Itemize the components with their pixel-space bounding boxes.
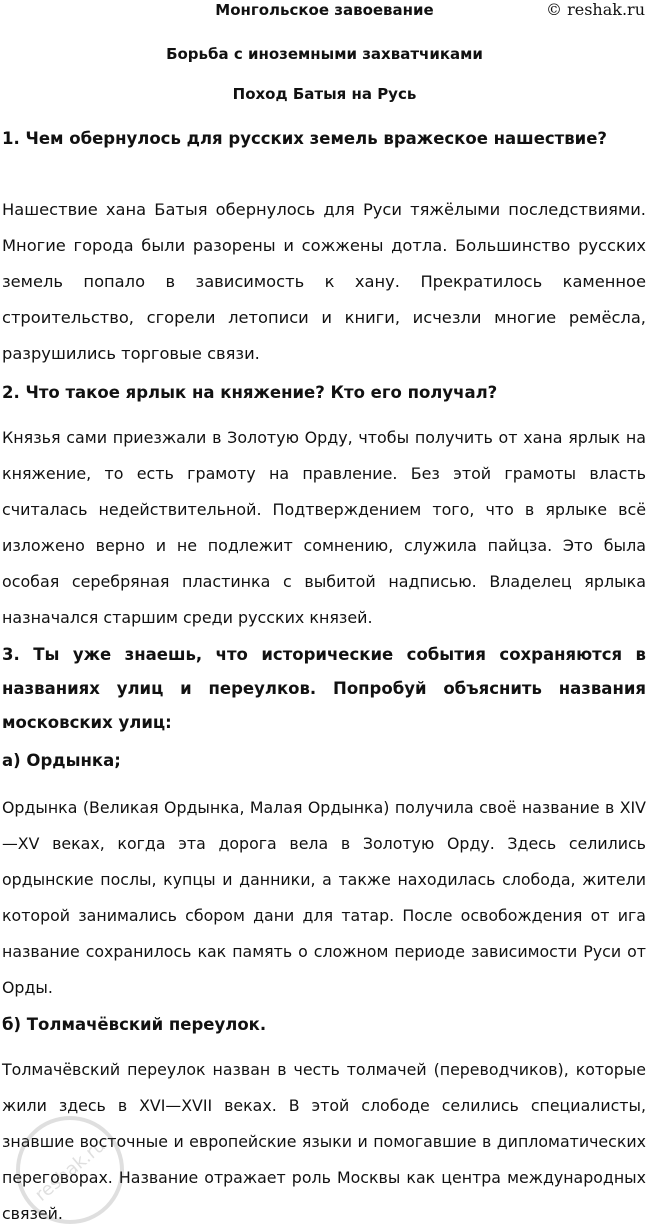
copyright-label[interactable]: © reshak.ru xyxy=(546,0,645,19)
answer-2: Князья сами приезжали в Золотую Орду, чтобы получить от хана ярлык на княжение, то есть грамоту на правление. Без этой грамоты власть считалась недействительной. Подтверждением того, что в ярлыке всё изложено верно и не подлежит сомнению, служила пайцза. Это была особая серебряная пластинка с выбитой надписью. Владелец ярлыка назначался старшим среди русских князей. xyxy=(2,428,646,627)
question-3: 3. Ты уже знаешь, что исторические события сохраняются в названиях улиц и переулков. Попробуй объяснить названия московских улиц: xyxy=(2,645,646,732)
question-3b-title: б) Толмачёвский переулок. xyxy=(2,1015,267,1034)
section-title: Борьба с иноземными захватчиками xyxy=(166,45,483,63)
question-3a-title: а) Ордынка; xyxy=(2,751,121,770)
question-2: 2. Что такое ярлык на княжение? Кто его получал? xyxy=(2,383,498,402)
answer-3b: Толмачёвский переулок назван в честь толмачей (переводчиков), которые жили здесь в XVI—XVII веках. В этой слободе селились специалисты, знавшие восточные и европейские языки и помогавшие в дипломатических переговорах. Название отражает роль Москвы как центра международных связей. xyxy=(2,1060,646,1223)
answer-1: Нашествие хана Батыя обернулось для Руси тяжёлыми последствиями. Многие города были разорены и сожжены дотла. Большинство русских земель попало в зависимость к хану. Прекратилось каменное строительство, сгорели летописи и книги, исчезли многие ремёсла, разрушились торговые связи. xyxy=(2,200,646,363)
answer-3a: Ордынка (Великая Ордынка, Малая Ордынка) получила своё название в XIV—XV веках, когда эта дорога вела в Золотую Орду. Здесь селились ордынские послы, купцы и данники, а также находилась слобода, жители которой занимались сбором дани для татар. После освобождения от ига название сохранилось как память о сложном периоде зависимости Руси от Орды. xyxy=(2,798,646,997)
reshak-watermark-icon xyxy=(10,1110,130,1230)
lesson-title: Поход Батыя на Русь xyxy=(232,85,417,103)
chapter-title: Монгольское завоевание xyxy=(215,1,434,19)
watermark-text: reshak.ru xyxy=(31,1135,110,1206)
question-1: 1. Чем обернулось для русских земель вражеское нашествие? xyxy=(2,129,607,148)
